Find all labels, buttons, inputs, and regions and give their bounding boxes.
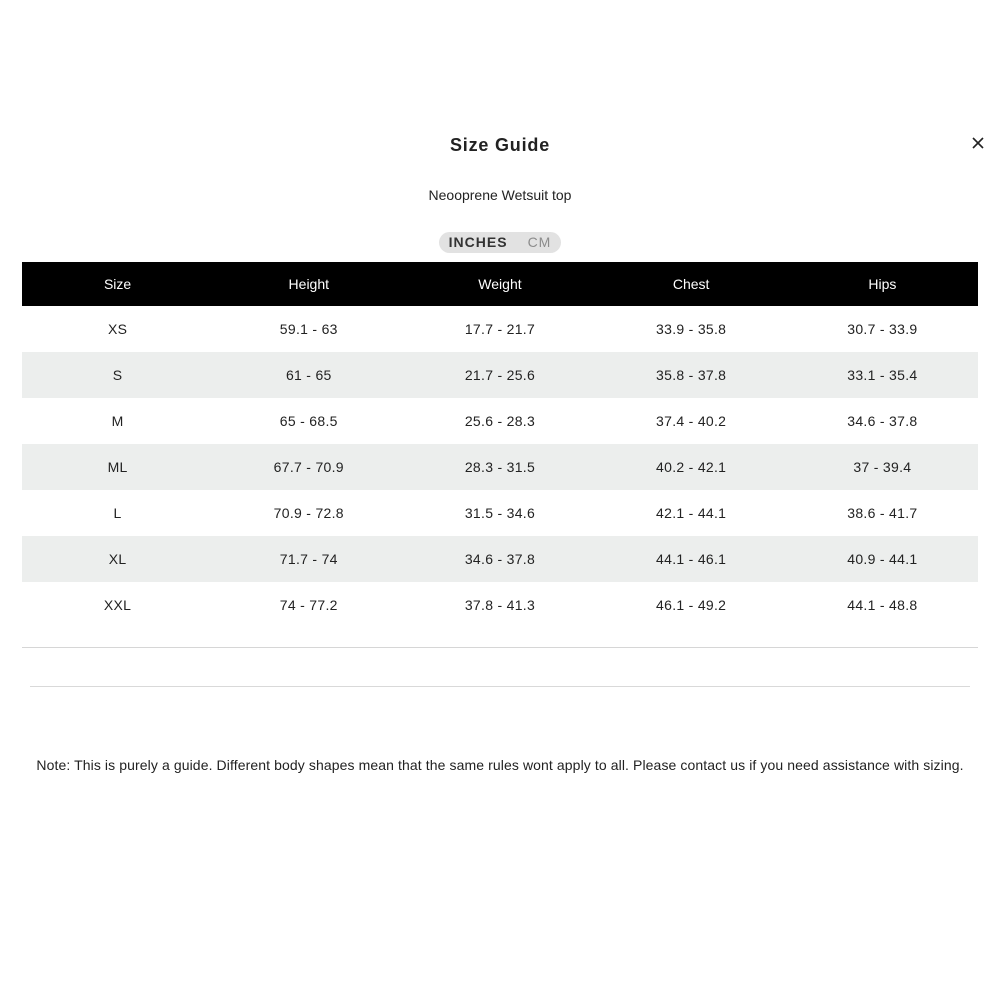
table-cell-hips: 44.1 - 48.8 (847, 597, 918, 613)
table-row (22, 582, 978, 628)
table-cell-weight: 21.7 - 25.6 (404, 352, 595, 398)
unit-option-cm[interactable]: CM (527, 234, 552, 250)
table-cell-size: M (111, 413, 124, 429)
table-cell-size: ML (22, 444, 213, 490)
table-cell-hips: 34.6 - 37.8 (847, 413, 918, 429)
column-header-chest: Chest (596, 262, 787, 306)
product-name: Neooprene Wetsuit top (428, 187, 572, 203)
table-cell-size: XS (107, 321, 128, 337)
close-button[interactable] (968, 133, 988, 153)
table-cell-weight: 37.8 - 41.3 (464, 597, 536, 613)
table-cell-chest: 33.9 - 35.8 (656, 321, 727, 337)
table-cell-size: XXL (103, 597, 132, 613)
table-cell-chest: 42.1 - 44.1 (656, 505, 727, 521)
unit-toggle[interactable] (439, 232, 561, 253)
table-cell-size: XL (22, 536, 213, 582)
table-row (22, 536, 978, 582)
table-cell-height: 71.7 - 74 (213, 536, 404, 582)
table-cell-size: L (113, 505, 122, 521)
column-header-hips: Hips (787, 262, 978, 306)
table-cell-weight: 34.6 - 37.8 (404, 536, 595, 582)
table-cell-hips: 30.7 - 33.9 (847, 321, 918, 337)
unit-option-inches[interactable]: INCHES (448, 234, 508, 250)
table-cell-height: 70.9 - 72.8 (273, 505, 344, 521)
table-cell-weight: 31.5 - 34.6 (464, 505, 536, 521)
table-row (22, 352, 978, 398)
column-header-size: Size (22, 262, 213, 306)
sizing-note: Note: This is purely a guide. Different body shapes mean that the same rules wont apply to all. Please contact us if you need assistance with sizing. (36, 757, 964, 773)
table-header-row (22, 262, 978, 306)
table-cell-height: 59.1 - 63 (279, 321, 338, 337)
size-table (22, 262, 978, 628)
column-header-height: Height (213, 262, 404, 306)
table-cell-height: 65 - 68.5 (279, 413, 338, 429)
table-row (22, 444, 978, 490)
table-cell-chest: 44.1 - 46.1 (596, 536, 787, 582)
modal-title: Size Guide (449, 135, 551, 155)
table-cell-weight: 28.3 - 31.5 (404, 444, 595, 490)
column-header-weight: Weight (404, 262, 595, 306)
table-row (22, 398, 978, 444)
table-cell-weight: 25.6 - 28.3 (464, 413, 536, 429)
table-cell-hips: 40.9 - 44.1 (787, 536, 978, 582)
close-icon[interactable] (968, 133, 988, 153)
table-cell-height: 67.7 - 70.9 (213, 444, 404, 490)
table-cell-hips: 38.6 - 41.7 (847, 505, 918, 521)
table-cell-weight: 17.7 - 21.7 (464, 321, 536, 337)
section-divider (30, 686, 970, 687)
table-row (22, 306, 978, 352)
table-cell-chest: 35.8 - 37.8 (596, 352, 787, 398)
table-cell-height: 74 - 77.2 (279, 597, 338, 613)
table-cell-chest: 46.1 - 49.2 (656, 597, 727, 613)
table-bottom-divider (22, 647, 978, 648)
table-row (22, 490, 978, 536)
table-cell-hips: 37 - 39.4 (787, 444, 978, 490)
table-cell-hips: 33.1 - 35.4 (787, 352, 978, 398)
table-cell-chest: 37.4 - 40.2 (656, 413, 727, 429)
table-cell-size: S (22, 352, 213, 398)
table-cell-chest: 40.2 - 42.1 (596, 444, 787, 490)
table-cell-height: 61 - 65 (213, 352, 404, 398)
